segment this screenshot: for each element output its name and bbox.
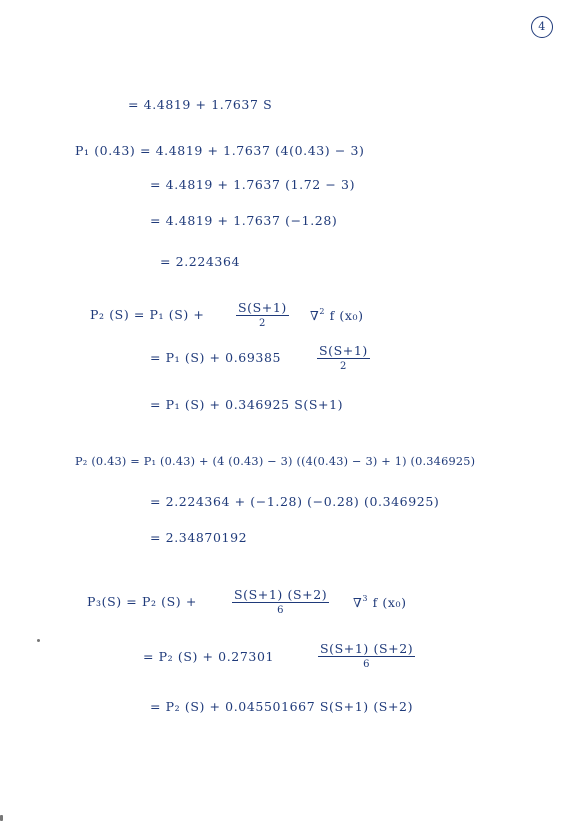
p2-def2-fraction	[317, 343, 370, 374]
p2-def3-line: = P₁ (S) + 0.346925 S(S+1)	[150, 397, 344, 412]
paper-speck	[37, 639, 40, 642]
p2-def-fraction	[236, 300, 289, 331]
page-number: 4	[531, 16, 553, 38]
p3-def3-line: = P₂ (S) + 0.045501667 S(S+1) (S+2)	[150, 699, 414, 714]
p2-eval-line-1: P₂ (0.43) = P₁ (0.43) + (4 (0.43) − 3) ((4(0.43) − 3) + 1) (0.346925)	[75, 455, 476, 468]
p2-def2-fraction-denominator: 2	[339, 361, 347, 372]
p2-def-fraction-denominator: 2	[258, 318, 266, 329]
p2-eval-result: = 2.34870192	[150, 530, 248, 545]
p2-def-rhs	[310, 307, 364, 323]
nabla-operator: ∇	[353, 595, 363, 610]
p2-def-lhs: P₂ (S) = P₁ (S) +	[90, 307, 205, 322]
p2-def-fraction-numerator: S(S+1)	[238, 300, 287, 315]
p3-def-lhs: P₃(S) = P₂ (S) +	[87, 594, 197, 609]
p2-eval-line-2: = 2.224364 + (−1.28) (−0.28) (0.346925)	[150, 494, 440, 509]
p3-def-rhs	[353, 594, 407, 610]
p1-eval-line-3: = 4.4819 + 1.7637 (−1.28)	[150, 213, 338, 228]
p3-def2-fraction-denominator: 6	[363, 659, 371, 670]
p1-simplified-line: = 4.4819 + 1.7637 S	[128, 97, 273, 112]
p2-def2-lhs: = P₁ (S) + 0.69385	[150, 350, 282, 365]
p3-def-fraction-denominator: 6	[277, 605, 285, 616]
p3-def-fraction-numerator: S(S+1) (S+2)	[234, 587, 328, 602]
function-at-x0: f (x₀)	[329, 308, 364, 323]
p1-eval-line-1: P₁ (0.43) = 4.4819 + 1.7637 (4(0.43) − 3)	[75, 143, 365, 158]
p3-def2-lhs: = P₂ (S) + 0.27301	[143, 649, 275, 664]
p1-eval-line-2: = 4.4819 + 1.7637 (1.72 − 3)	[150, 177, 356, 192]
p3-def2-fraction-numerator: S(S+1) (S+2)	[320, 641, 414, 656]
nabla-power: 2	[319, 307, 326, 316]
p2-def2-fraction-numerator: S(S+1)	[319, 343, 368, 358]
nabla-power: 3	[362, 594, 369, 603]
p1-eval-result: = 2.224364	[160, 254, 241, 269]
function-at-x0: f (x₀)	[372, 595, 407, 610]
p3-def-fraction	[232, 587, 329, 618]
nabla-operator: ∇	[310, 308, 320, 323]
p3-def2-fraction	[318, 641, 415, 672]
paper-speck	[0, 815, 3, 821]
